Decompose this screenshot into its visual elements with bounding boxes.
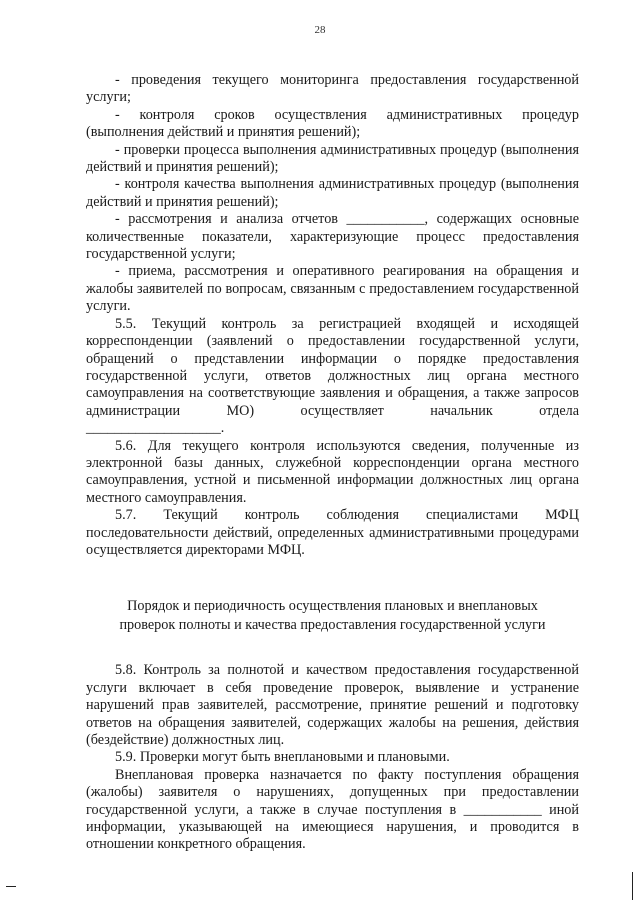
paragraph-5-9: 5.9. Проверки могут быть внеплановыми и плановыми. bbox=[115, 749, 450, 766]
section-gap bbox=[86, 559, 579, 597]
section-heading bbox=[86, 597, 579, 635]
paragraph-unscheduled-check: Внеплановая проверка назначается по факту поступления обращения (жалобы) заявителя о нарушениях, допущенных при предоставлении государственной услуги, а также в случае поступления в ___________ иной информации, указывающей на имеющиеся нарушения, и проводится в отношении конкретного обращения. bbox=[86, 766, 579, 853]
paragraph-5-6: 5.6. Для текущего контроля используются сведения, полученные из электронной базы данных, служебной корреспонденции органа местного самоуправления, устной и письменной информации должностных лиц органа местного самоуправления. bbox=[86, 437, 579, 506]
list-item-deadlines: - контроля сроков осуществления административных процедур (выполнения действий и принятия решений); bbox=[86, 106, 579, 141]
paragraph-5-7: 5.7. Текущий контроль соблюдения специалистами МФЦ последовательности действий, определенных административными процедурами осуществляется директорами МФЦ. bbox=[86, 507, 579, 558]
heading-line-1: Порядок и периодичность осуществления плановых и внеплановых bbox=[127, 598, 538, 615]
document-body bbox=[86, 72, 579, 854]
blank-field-5-5: ___________________. bbox=[86, 420, 225, 437]
scan-margin-mark-right bbox=[632, 872, 633, 900]
list-item-monitoring: - проведения текущего мониторинга предоставления государственной услуги; bbox=[86, 72, 579, 106]
list-item-process-check: - проверки процесса выполнения административных процедур (выполнения действий и принятия решений); bbox=[86, 141, 579, 176]
paragraph-5-5: 5.5. Текущий контроль за регистрацией входящей и исходящей корреспонденции (заявлений о предоставлении государственной услуги, обращений о представлении информации о порядке предоставления государственной услуги, ответов должностных лиц органа местного самоуправления на соответствующие заявления и обращения, а также запросов администрации МО) осуществляет начальник отдела bbox=[86, 315, 579, 419]
list-item-reports: - рассмотрения и анализа отчетов ___________, содержащих основные количественные показатели, характеризующие процесс предоставления государственной услуги; bbox=[86, 211, 579, 263]
page-number: 28 bbox=[314, 24, 326, 36]
list-item-complaints: - приема, рассмотрения и оперативного реагирования на обращения и жалобы заявителей по вопросам, связанным с предоставлением государственной услуги. bbox=[86, 263, 579, 315]
heading-line-2: проверок полноты и качества предоставления государственной услуги bbox=[119, 617, 546, 634]
paragraph-5-8: 5.8. Контроль за полнотой и качеством предоставления государственной услуги включает в себя проведение проверок, выявление и устранение нарушений прав заявителей, рассмотрение, принятие решений и подготовку ответов на обращения заявителей, содержащих жалобы на решения, действия (бездействие) должностных лиц. bbox=[86, 662, 579, 748]
list-item-quality: - контроля качества выполнения административных процедур (выполнения действий и принятия решений); bbox=[86, 176, 579, 210]
scan-margin-mark-left bbox=[6, 886, 16, 887]
